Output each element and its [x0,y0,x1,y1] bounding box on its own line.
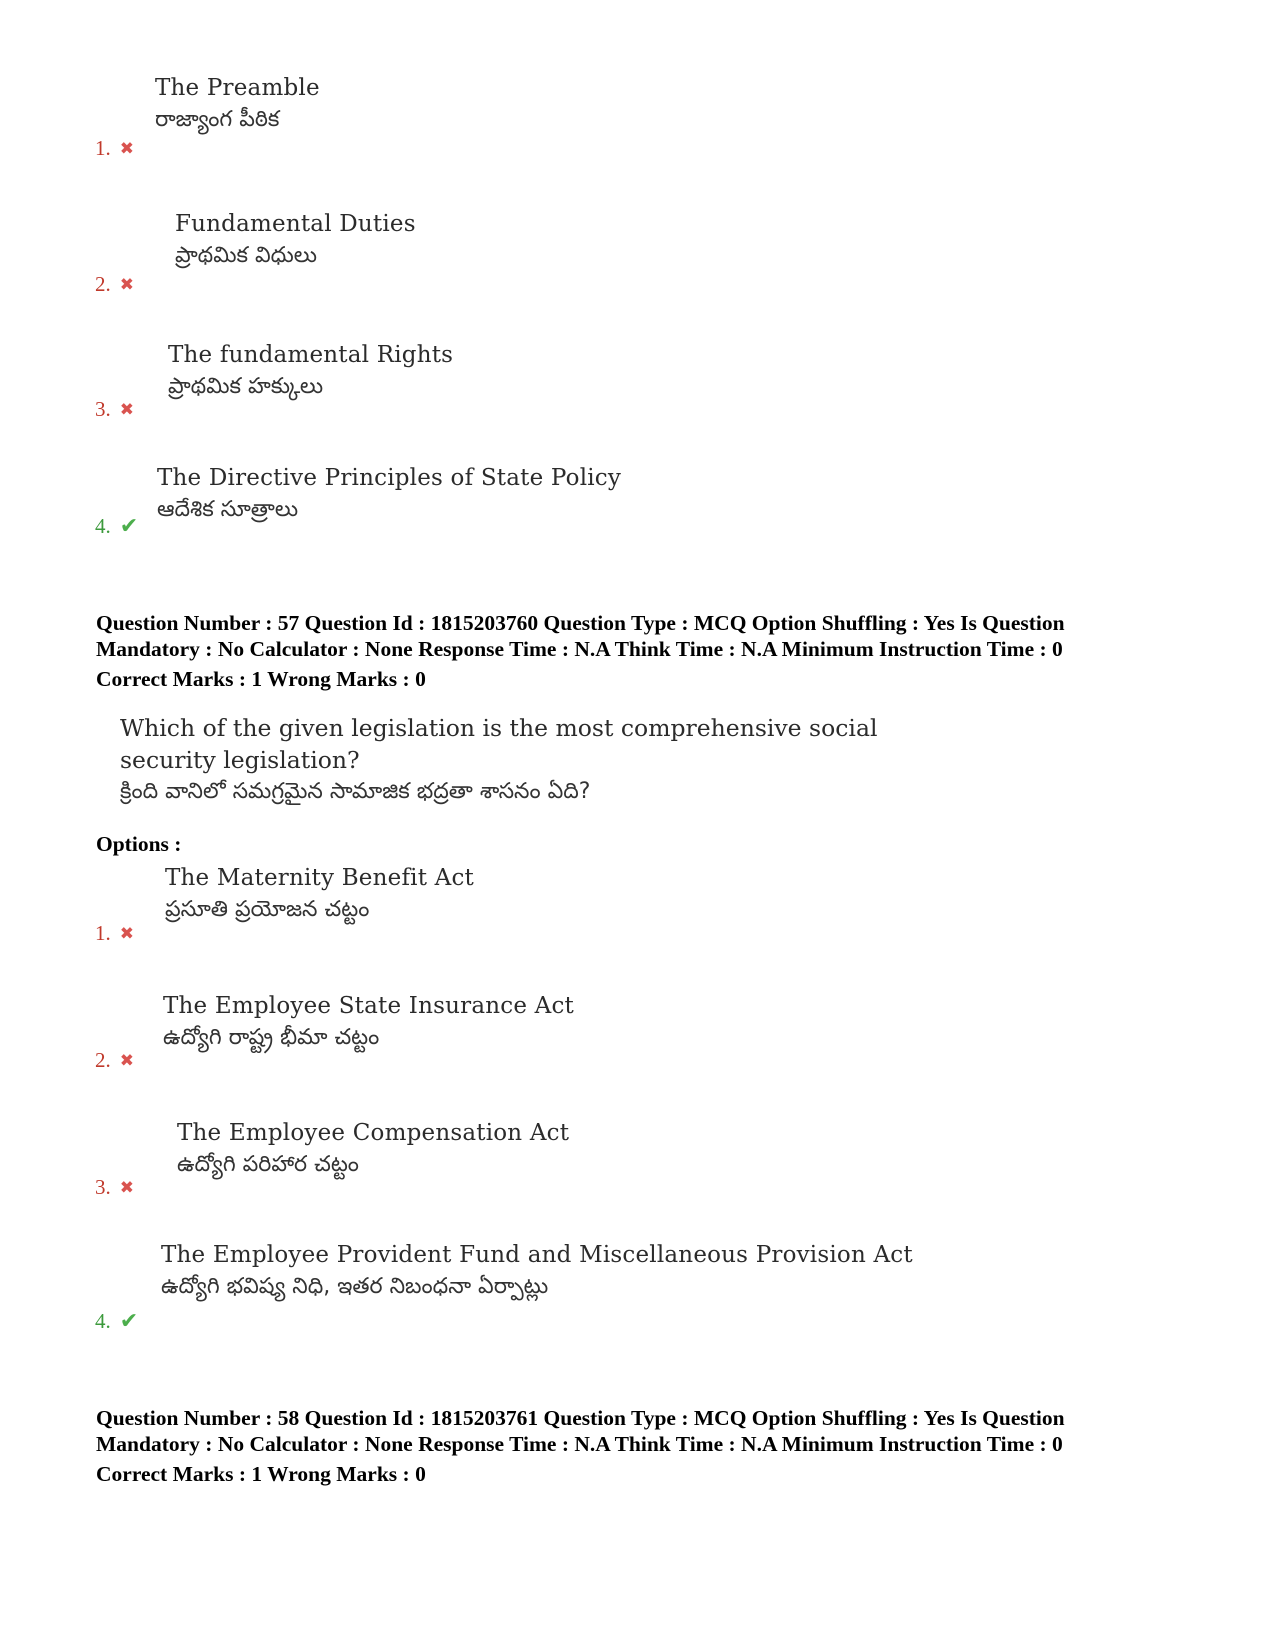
option-text [161,1239,913,1303]
option-number [95,1048,134,1073]
option-number-label: 3. [95,1175,111,1199]
question-text-te: క్రింది వానిలో సమగ్రమైన సామాజిక భద్రతా శాసనం ఏది? [120,779,591,804]
option-text-en: Fundamental Duties [175,211,416,237]
option-number [95,514,138,538]
option-number-label: 1. [95,136,111,160]
option-text-te: ప్రసూతి ప్రయోజన చట్టం [165,897,370,922]
option-number [95,397,134,422]
question-57-meta [96,610,1156,662]
option-text [155,72,320,136]
option-text [177,1117,569,1181]
meta-line-1: Question Number : 58 Question Id : 1815203761 Question Type : MCQ Option Shuffling : Yes Is Question [96,1406,1065,1430]
option-text-en: The Employee Provident Fund and Miscellaneous Provision Act [161,1242,913,1268]
option-number-label: 2. [95,272,111,296]
option-text-en: The Employee Compensation Act [177,1120,570,1146]
options-heading: Options : [96,832,182,856]
option-number-label: 4. [95,1309,111,1333]
option-text [163,990,574,1054]
cross-icon: ✖ [119,139,134,158]
option-text-te: ఆదేశిక సూత్రాలు [157,497,299,522]
option-number [95,1175,134,1200]
meta-line-2: Mandatory : No Calculator : None Response Time : N.A Think Time : N.A Minimum Instruction Time : 0 [96,1432,1063,1456]
option-text-en: The Employee State Insurance Act [163,993,574,1019]
option-text-en: The Directive Principles of State Policy [157,465,622,491]
question-text-en-1: Which of the given legislation is the most comprehensive social [120,714,878,742]
question-57-marks: Correct Marks : 1 Wrong Marks : 0 [96,667,426,691]
question-58-marks: Correct Marks : 1 Wrong Marks : 0 [96,1462,426,1486]
cross-icon: ✖ [119,275,134,294]
option-text-en: The fundamental Rights [168,342,454,368]
cross-icon: ✖ [119,924,134,943]
option-text-te: ఉద్యోగి భవిష్య నిధి, ఇతర నిబంధనా ఏర్పాట్లు [161,1274,549,1299]
option-text [165,862,474,926]
option-number-label: 4. [95,514,111,538]
option-text-te: ప్రాథమిక హక్కులు [168,374,324,399]
check-icon: ✔ [119,513,139,538]
option-number [95,1309,138,1333]
option-text [175,208,416,272]
cross-icon: ✖ [119,1178,134,1197]
question-57-text [120,712,980,808]
option-number-label: 1. [95,921,111,945]
option-text [157,462,621,526]
question-text-en-2: security legislation? [120,746,360,774]
option-text-te: ప్రాథమిక విధులు [175,243,317,268]
check-icon: ✔ [119,1308,139,1333]
option-number-label: 3. [95,397,111,421]
option-text-te: రాజ్యాంగ పీఠిక [155,107,280,132]
meta-line-1: Question Number : 57 Question Id : 1815203760 Question Type : MCQ Option Shuffling : Yes Is Question [96,611,1065,635]
option-number [95,136,134,161]
cross-icon: ✖ [119,400,134,419]
option-text [168,339,453,403]
option-number-label: 2. [95,1048,111,1072]
option-text-en: The Preamble [155,75,320,101]
question-58-meta [96,1405,1156,1457]
option-number [95,272,134,297]
cross-icon: ✖ [119,1051,134,1070]
option-number [95,921,134,946]
option-text-te: ఉద్యోగి పరిహార చట్టం [177,1152,359,1177]
option-text-te: ఉద్యోగి రాష్ట్ర భీమా చట్టం [163,1025,380,1050]
meta-line-2: Mandatory : No Calculator : None Response Time : N.A Think Time : N.A Minimum Instruction Time : 0 [96,637,1063,661]
option-text-en: The Maternity Benefit Act [165,865,474,891]
